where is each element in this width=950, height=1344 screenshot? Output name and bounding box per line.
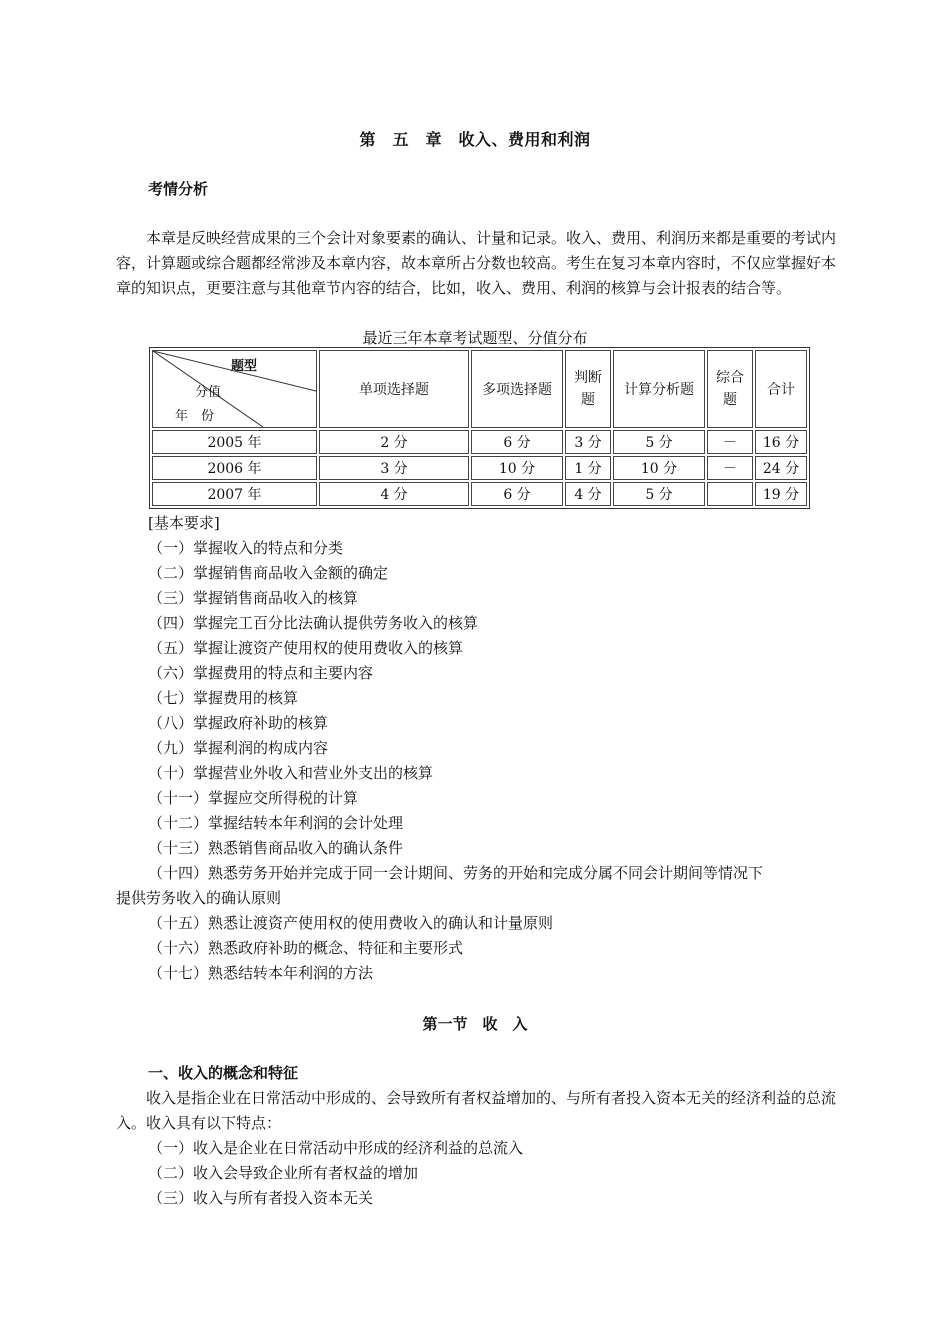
cell: 1 分 (565, 456, 611, 480)
list-item-continuation: 提供劳务收入的确认原则 (116, 889, 282, 907)
cell: 5 分 (613, 482, 705, 506)
cell: － (707, 456, 753, 480)
list-item: （一）收入是企业在日常活动中形成的经济利益的总流入 (148, 1139, 524, 1157)
list-item: （十二）掌握结转本年利润的会计处理 (148, 814, 404, 832)
table-corner-cell (152, 350, 317, 428)
exam-analysis-paragraph (116, 226, 836, 301)
table-header-row (152, 350, 807, 428)
table-row (152, 482, 807, 506)
row-year: 2006 年 (152, 456, 317, 480)
list-item: （八）掌握政府补助的核算 (148, 714, 329, 732)
header-judgement: 判断 题 (565, 350, 611, 428)
list-item: （二）收入会导致企业所有者权益的增加 (148, 1164, 419, 1182)
list-item: （七）掌握费用的核算 (148, 689, 299, 707)
list-item: （十）掌握营业外收入和营业外支出的核算 (148, 764, 434, 782)
cell: 5 分 (613, 430, 705, 454)
cell: － (707, 430, 753, 454)
header-total: 合计 (755, 350, 807, 428)
cell: 4 分 (319, 482, 469, 506)
section-subheading: 一、收入的概念和特征 (148, 1064, 299, 1082)
list-item: （五）掌握让渡资产使用权的使用费收入的核算 (148, 639, 464, 657)
table-row (152, 456, 807, 480)
exam-analysis-text: 本章是反映经营成果的三个会计对象要素的确认、计量和记录。收入、费用、利润历来都是重要的考试内容，计算题或综合题都经常涉及本章内容，故本章所占分数也较高。考生在复习本章内容时，不仅应掌握好本章的知识点，更要注意与其他章节内容的结合，比如，收入、费用、利润的核算与会计报表的结合等。 (116, 229, 837, 297)
cell: 10 分 (471, 456, 563, 480)
list-item: （二）掌握销售商品收入金额的确定 (148, 564, 389, 582)
corner-type-label: 题型 (231, 359, 258, 374)
cell: 16 分 (755, 430, 807, 454)
basic-requirements-list-continued (148, 911, 553, 986)
corner-score-label: 分值 (195, 385, 222, 400)
exam-analysis-heading: 考情分析 (148, 180, 209, 198)
header-calculation: 计算分析题 (613, 350, 705, 428)
cell: 3 分 (565, 430, 611, 454)
cell: 6 分 (471, 430, 563, 454)
header-comprehensive: 综合 题 (707, 350, 753, 428)
section-features-list (148, 1136, 523, 1211)
list-item: （四）掌握完工百分比法确认提供劳务收入的核算 (148, 614, 479, 632)
section-title: 第一节 收 入 (422, 1015, 528, 1033)
list-item: （十四）熟悉劳务开始并完成于同一会计期间、劳务的开始和完成分属不同会计期间等情况下 (148, 864, 764, 882)
chapter-title: 第 五 章 收入、费用和利润 (359, 130, 591, 149)
corner-year-label: 年 份 (175, 409, 215, 424)
row-year: 2005 年 (152, 430, 317, 454)
cell: 19 分 (755, 482, 807, 506)
cell: 24 分 (755, 456, 807, 480)
basic-requirements-heading: [基本要求] (148, 514, 220, 532)
header-multi-choice: 多项选择题 (471, 350, 563, 428)
cell: 2 分 (319, 430, 469, 454)
section-paragraph (116, 1086, 836, 1136)
cell: 6 分 (471, 482, 563, 506)
cell (707, 482, 753, 506)
basic-requirements-list (148, 511, 763, 886)
list-item: （三）收入与所有者投入资本无关 (148, 1189, 374, 1207)
list-item: （三）掌握销售商品收入的核算 (148, 589, 359, 607)
list-item: （十七）熟悉结转本年利润的方法 (148, 964, 374, 982)
list-item: （一）掌握收入的特点和分类 (148, 539, 344, 557)
list-item: （十五）熟悉让渡资产使用权的使用费收入的确认和计量原则 (148, 914, 554, 932)
list-item: （六）掌握费用的特点和主要内容 (148, 664, 374, 682)
section-paragraph-text: 收入是指企业在日常活动中形成的、会导致所有者权益增加的、与所有者投入资本无关的经济利益的总流入。收入具有以下特点： (116, 1089, 837, 1132)
header-single-choice: 单项选择题 (319, 350, 469, 428)
score-distribution-table (149, 347, 810, 509)
table-caption: 最近三年本章考试题型、分值分布 (362, 329, 588, 347)
list-item: （十六）熟悉政府补助的概念、特征和主要形式 (148, 939, 464, 957)
cell: 3 分 (319, 456, 469, 480)
table-row (152, 430, 807, 454)
list-item: （十一）掌握应交所得税的计算 (148, 789, 359, 807)
list-item: （九）掌握利润的构成内容 (148, 739, 329, 757)
cell: 10 分 (613, 456, 705, 480)
row-year: 2007 年 (152, 482, 317, 506)
cell: 4 分 (565, 482, 611, 506)
list-item: （十三）熟悉销售商品收入的确认条件 (148, 839, 404, 857)
